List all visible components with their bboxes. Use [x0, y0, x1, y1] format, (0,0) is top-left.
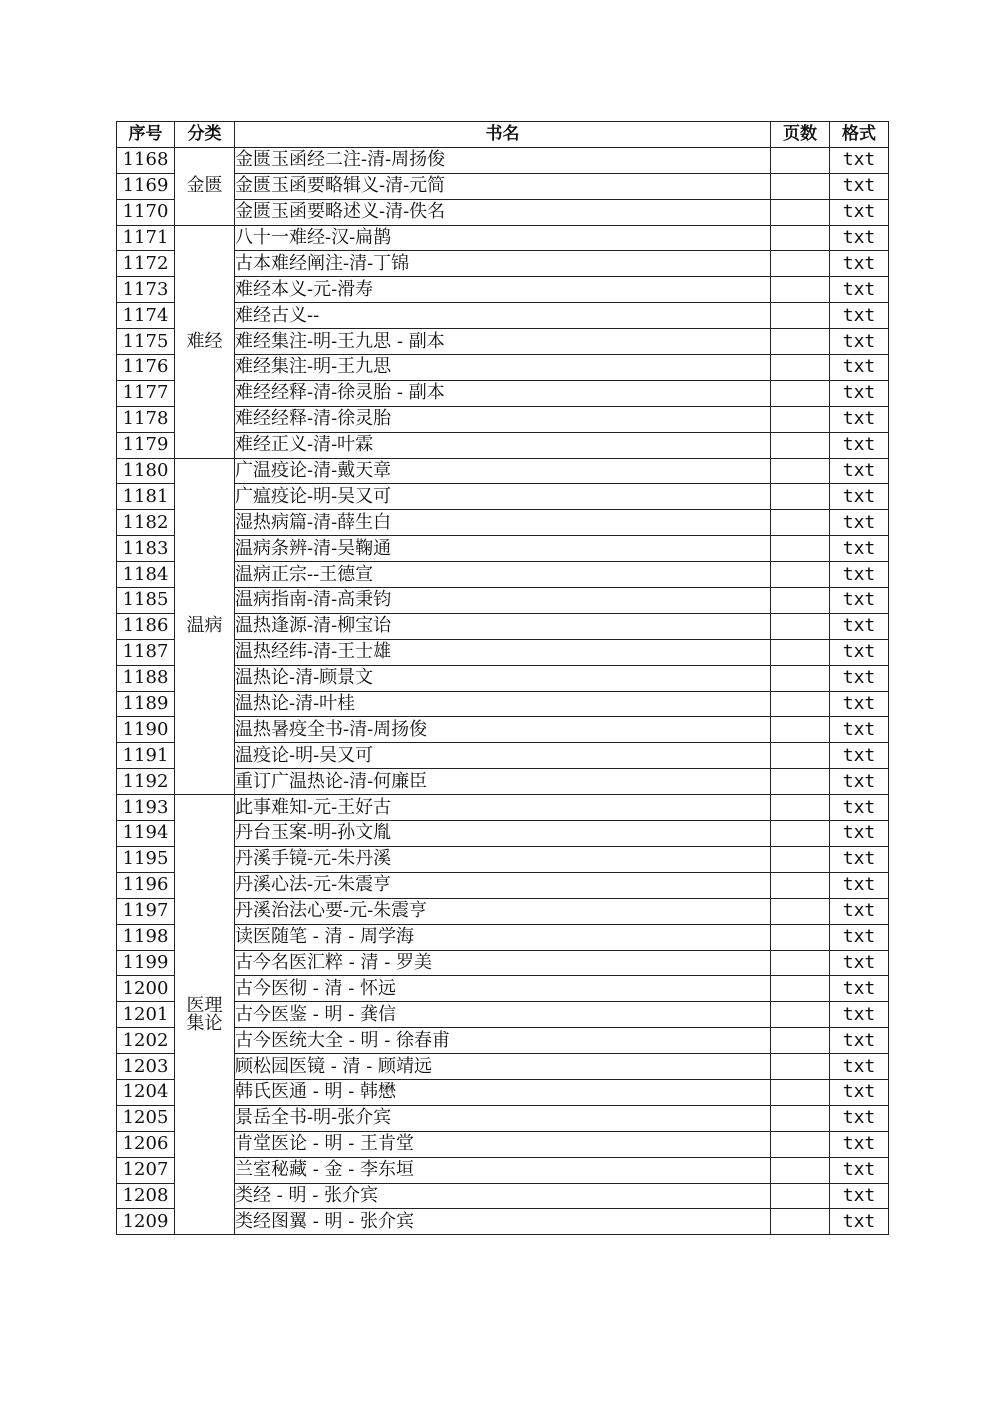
table-row [117, 147, 889, 173]
page-count [771, 510, 830, 536]
page-count [771, 458, 830, 484]
table-row [117, 225, 889, 251]
page-count [771, 717, 830, 743]
file-format: txt [830, 432, 889, 458]
page-count [771, 277, 830, 303]
page-count [771, 380, 830, 406]
book-title: 古今医统大全 - 明 - 徐春甫 [235, 1028, 771, 1054]
file-format: txt [830, 199, 889, 225]
file-format: txt [830, 510, 889, 536]
book-title: 温热论-清-顾景文 [235, 665, 771, 691]
row-number: 1191 [117, 743, 175, 769]
book-title: 难经集注-明-王九思 [235, 355, 771, 381]
page-count [771, 976, 830, 1002]
page-count [771, 846, 830, 872]
header-pages: 页数 [771, 122, 830, 148]
row-number: 1169 [117, 173, 175, 199]
file-format: txt [830, 277, 889, 303]
book-title: 温病指南-清-高秉钧 [235, 588, 771, 614]
file-format: txt [830, 1183, 889, 1209]
row-number: 1182 [117, 510, 175, 536]
row-number: 1209 [117, 1209, 175, 1235]
row-number: 1172 [117, 251, 175, 277]
file-format: txt [830, 1157, 889, 1183]
page-count [771, 173, 830, 199]
page-count [771, 147, 830, 173]
book-title: 景岳全书-明-张介宾 [235, 1105, 771, 1131]
file-format: txt [830, 329, 889, 355]
book-title: 金匮玉函要略辑义-清-元简 [235, 173, 771, 199]
row-number: 1202 [117, 1028, 175, 1054]
book-title: 温病条辨-清-吴鞠通 [235, 536, 771, 562]
file-format: txt [830, 458, 889, 484]
row-number: 1196 [117, 872, 175, 898]
file-format: txt [830, 588, 889, 614]
page-count [771, 743, 830, 769]
file-format: txt [830, 846, 889, 872]
row-number: 1208 [117, 1183, 175, 1209]
book-title: 类经 - 明 - 张介宾 [235, 1183, 771, 1209]
row-number: 1199 [117, 950, 175, 976]
book-catalog-table [116, 121, 889, 1235]
row-number: 1187 [117, 639, 175, 665]
page-count [771, 639, 830, 665]
file-format: txt [830, 743, 889, 769]
row-number: 1189 [117, 691, 175, 717]
file-format: txt [830, 1054, 889, 1080]
category-cell [175, 147, 235, 225]
book-title: 丹溪治法心要-元-朱震亨 [235, 898, 771, 924]
book-title: 古今名医汇粹 - 清 - 罗美 [235, 950, 771, 976]
page-count [771, 251, 830, 277]
file-format: txt [830, 1028, 889, 1054]
file-format: txt [830, 717, 889, 743]
file-format: txt [830, 173, 889, 199]
file-format: txt [830, 821, 889, 847]
file-format: txt [830, 147, 889, 173]
book-title: 难经古义-- [235, 303, 771, 329]
book-title: 温热暑疫全书-清-周扬俊 [235, 717, 771, 743]
book-title: 古本难经阐注-清-丁锦 [235, 251, 771, 277]
book-title: 重订广温热论-清-何廉臣 [235, 769, 771, 795]
book-title: 兰室秘藏 - 金 - 李东垣 [235, 1157, 771, 1183]
row-number: 1192 [117, 769, 175, 795]
book-title: 难经经释-清-徐灵胎 [235, 406, 771, 432]
file-format: txt [830, 380, 889, 406]
page-count [771, 199, 830, 225]
row-number: 1177 [117, 380, 175, 406]
header-format: 格式 [830, 122, 889, 148]
category-label: 金匮 [186, 175, 223, 197]
row-number: 1186 [117, 613, 175, 639]
page-count [771, 924, 830, 950]
page-count [771, 406, 830, 432]
category-label: 难经 [186, 330, 223, 352]
row-number: 1201 [117, 1002, 175, 1028]
row-number: 1206 [117, 1131, 175, 1157]
file-format: txt [830, 355, 889, 381]
page-count [771, 665, 830, 691]
page-count [771, 1002, 830, 1028]
page-count [771, 1183, 830, 1209]
row-number: 1179 [117, 432, 175, 458]
book-title: 湿热病篇-清-薛生白 [235, 510, 771, 536]
row-number: 1178 [117, 406, 175, 432]
book-title: 丹溪心法-元-朱震亨 [235, 872, 771, 898]
row-number: 1193 [117, 795, 175, 821]
book-title: 古今医鉴 - 明 - 龚信 [235, 1002, 771, 1028]
file-format: txt [830, 536, 889, 562]
header-no: 序号 [117, 122, 175, 148]
file-format: txt [830, 1105, 889, 1131]
header-title: 书名 [235, 122, 771, 148]
category-label: 集论 [186, 1012, 223, 1034]
page-count [771, 1157, 830, 1183]
row-number: 1168 [117, 147, 175, 173]
row-number: 1181 [117, 484, 175, 510]
file-format: txt [830, 769, 889, 795]
book-title: 难经本义-元-滑寿 [235, 277, 771, 303]
row-number: 1194 [117, 821, 175, 847]
book-title: 温病正宗--王德宣 [235, 562, 771, 588]
page-count [771, 355, 830, 381]
table-row [117, 458, 889, 484]
book-title: 顾松园医镜 - 清 - 顾靖远 [235, 1054, 771, 1080]
page-count [771, 303, 830, 329]
book-title: 韩氏医通 - 明 - 韩懋 [235, 1079, 771, 1105]
page-count [771, 1209, 830, 1235]
page-count [771, 1105, 830, 1131]
page-count [771, 562, 830, 588]
file-format: txt [830, 1002, 889, 1028]
file-format: txt [830, 639, 889, 665]
category-label: 温病 [186, 615, 223, 637]
page-count [771, 950, 830, 976]
row-number: 1188 [117, 665, 175, 691]
row-number: 1185 [117, 588, 175, 614]
book-title: 此事难知-元-王好古 [235, 795, 771, 821]
row-number: 1171 [117, 225, 175, 251]
file-format: txt [830, 613, 889, 639]
book-title: 广瘟疫论-明-吴又可 [235, 484, 771, 510]
row-number: 1190 [117, 717, 175, 743]
book-title: 广温疫论-清-戴天章 [235, 458, 771, 484]
catalog-body [117, 147, 889, 1234]
header-category: 分类 [175, 122, 235, 148]
page-count [771, 795, 830, 821]
category-cell [175, 225, 235, 458]
file-format: txt [830, 225, 889, 251]
page-count [771, 329, 830, 355]
book-title: 金匮玉函要略述义-清-佚名 [235, 199, 771, 225]
row-number: 1183 [117, 536, 175, 562]
page-count [771, 872, 830, 898]
file-format: txt [830, 1131, 889, 1157]
file-format: txt [830, 406, 889, 432]
book-title: 金匮玉函经二注-清-周扬俊 [235, 147, 771, 173]
page-count [771, 588, 830, 614]
row-number: 1175 [117, 329, 175, 355]
page-count [771, 484, 830, 510]
row-number: 1200 [117, 976, 175, 1002]
book-title: 丹台玉案-明-孙文胤 [235, 821, 771, 847]
file-format: txt [830, 484, 889, 510]
book-title: 难经集注-明-王九思 - 副本 [235, 329, 771, 355]
book-title: 温热论-清-叶桂 [235, 691, 771, 717]
page-count [771, 898, 830, 924]
category-label: 医理 [186, 994, 223, 1016]
book-title: 温热经纬-清-王士雄 [235, 639, 771, 665]
row-number: 1174 [117, 303, 175, 329]
book-title: 类经图翼 - 明 - 张介宾 [235, 1209, 771, 1235]
book-title: 难经正义-清-叶霖 [235, 432, 771, 458]
page-count [771, 821, 830, 847]
file-format: txt [830, 898, 889, 924]
page-count [771, 1131, 830, 1157]
file-format: txt [830, 1209, 889, 1235]
row-number: 1207 [117, 1157, 175, 1183]
row-number: 1204 [117, 1079, 175, 1105]
row-number: 1205 [117, 1105, 175, 1131]
row-number: 1170 [117, 199, 175, 225]
book-title: 丹溪手镜-元-朱丹溪 [235, 846, 771, 872]
book-title: 古今医彻 - 清 - 怀远 [235, 976, 771, 1002]
book-title: 读医随笔 - 清 - 周学海 [235, 924, 771, 950]
file-format: txt [830, 950, 889, 976]
row-number: 1198 [117, 924, 175, 950]
file-format: txt [830, 795, 889, 821]
book-title: 八十一难经-汉-扁鹊 [235, 225, 771, 251]
book-title: 温热逢源-清-柳宝诒 [235, 613, 771, 639]
row-number: 1173 [117, 277, 175, 303]
table-row [117, 795, 889, 821]
row-number: 1184 [117, 562, 175, 588]
page-count [771, 691, 830, 717]
page-count [771, 613, 830, 639]
file-format: txt [830, 872, 889, 898]
file-format: txt [830, 665, 889, 691]
category-cell [175, 458, 235, 795]
page-count [771, 769, 830, 795]
book-title: 肯堂医论 - 明 - 王肯堂 [235, 1131, 771, 1157]
page-count [771, 1054, 830, 1080]
page-count [771, 1079, 830, 1105]
file-format: txt [830, 1079, 889, 1105]
row-number: 1197 [117, 898, 175, 924]
header-row [117, 122, 889, 148]
file-format: txt [830, 924, 889, 950]
book-title: 温疫论-明-吴又可 [235, 743, 771, 769]
page-count [771, 432, 830, 458]
page-count [771, 225, 830, 251]
book-title: 难经经释-清-徐灵胎 - 副本 [235, 380, 771, 406]
file-format: txt [830, 691, 889, 717]
row-number: 1176 [117, 355, 175, 381]
row-number: 1195 [117, 846, 175, 872]
row-number: 1180 [117, 458, 175, 484]
file-format: txt [830, 976, 889, 1002]
file-format: txt [830, 562, 889, 588]
page-count [771, 536, 830, 562]
page-count [771, 1028, 830, 1054]
file-format: txt [830, 251, 889, 277]
category-cell [175, 795, 235, 1235]
row-number: 1203 [117, 1054, 175, 1080]
file-format: txt [830, 303, 889, 329]
